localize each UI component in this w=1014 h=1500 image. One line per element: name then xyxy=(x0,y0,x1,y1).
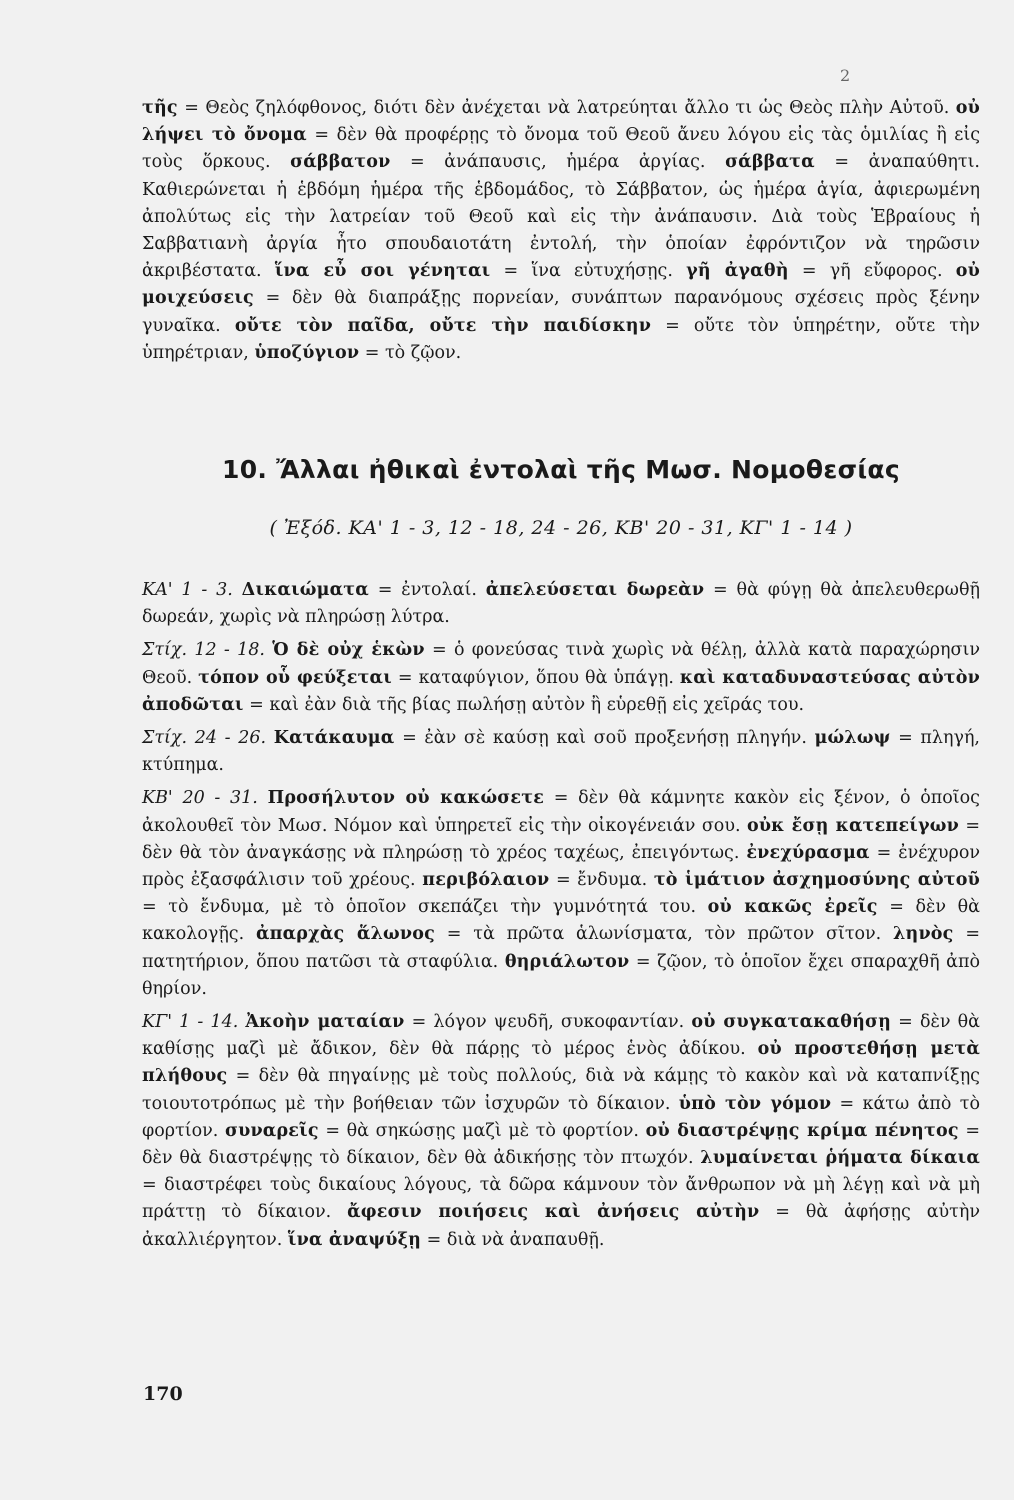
gloss: = λόγον ψευδῆ, συκοφαντίαν. xyxy=(404,1012,692,1033)
commentary-paragraph-3 xyxy=(142,725,980,779)
gloss: = ἔνδυμα. xyxy=(549,870,654,891)
term: οὐκ ἔσῃ κατεπείγων xyxy=(746,815,959,836)
gloss: = ἀνάπαυσις, ἡμέρα ἀργίας. xyxy=(390,152,726,173)
term: Ἀκοὴν ματαίαν xyxy=(245,1012,405,1033)
gloss: = τὸ ἔνδυμα, μὲ τὸ ὁποῖον σκεπάζει τὴν γυμνότητά του. xyxy=(142,897,708,918)
commentary-paragraph-4 xyxy=(142,785,980,1003)
term: οὐ μοιχεύσεις xyxy=(142,261,981,309)
verse-reference: ΚΓ' 1 - 14. xyxy=(142,1012,239,1033)
term: καὶ καταδυναστεύσας αὐτὸν ἀποδῶται xyxy=(142,667,980,715)
term: μώλωψ xyxy=(814,728,891,749)
term: οὐ κακῶς ἐρεῖς xyxy=(707,897,878,918)
term: ἄφεσιν ποιήσεις καὶ ἀνήσεις αὐτὴν xyxy=(347,1202,760,1223)
verse-reference: Στίχ. 12 - 18. xyxy=(142,640,265,661)
term: τὸ ἱμάτιον ἀσχημοσύνης αὐτοῦ xyxy=(653,870,980,891)
term: σάββατα xyxy=(725,152,815,173)
commentary-paragraph-1 xyxy=(142,577,980,631)
gloss: = καὶ ἐὰν διὰ τῆς βίας πωλήσῃ αὐτὸν ἢ εὑρεθῇ εἰς χεῖράς του. xyxy=(243,694,805,715)
term: ἀπελεύσεται δωρεὰν xyxy=(485,580,705,600)
term: ὑποζύγιον xyxy=(254,342,360,363)
gloss: = Θεὸς ζηλόφθονος, διότι δὲν ἀνέχεται νὰ λατρεύηται ἄλλο τι ὡς Θεὸς πλὴν Αὐτοῦ. xyxy=(177,98,956,118)
gloss: = δὲν θὰ προφέρῃς τὸ ὄνομα τοῦ Θεοῦ ἄνευ λόγου εἰς τὰς ὁμιλίας ἢ εἰς τοὺς ὅρκους. xyxy=(142,125,980,173)
gloss: = πληγή, κτύπημα. xyxy=(142,728,980,776)
corner-mark: 2 xyxy=(840,66,851,85)
gloss: = ἐντολαί. xyxy=(368,580,486,600)
gloss: = καταφύγιον, ὅπου θὰ ὑπάγῃ. xyxy=(391,667,680,688)
term: οὐ διαστρέψῃς κρίμα πένητος xyxy=(645,1120,959,1141)
section-number: 10. xyxy=(222,455,268,484)
gloss: = δὲν θὰ πηγαίνῃς μὲ τοὺς πολλούς, διὰ νὰ κάμῃς τὸ κακὸν καὶ νὰ καταπνίξῃς τοιουτοτρόπως μὲ τὴν βοήθειαν τῶν ἰσχυρῶν τὸ δίκαιον. xyxy=(142,1066,980,1114)
gloss: = γῆ εὔφορος. xyxy=(788,261,956,282)
term: ὑπὸ τὸν γόμον xyxy=(678,1093,832,1114)
gloss: = διὰ νὰ ἀναπαυθῇ. xyxy=(421,1229,605,1250)
term: περιβόλαιον xyxy=(422,870,550,891)
gloss: = ὁ φονεύσας τινὰ χωρὶς νὰ θέλῃ, ἀλλὰ κατὰ παραχώρησιν Θεοῦ. xyxy=(142,640,980,688)
commentary-paragraph-2 xyxy=(142,637,980,719)
term: ἐνεχύρασμα xyxy=(746,842,870,863)
gloss: = οὔτε τὸν ὑπηρέτην, οὔτε τὴν ὑπηρέτριαν, xyxy=(142,315,981,363)
commentary-paragraph-5 xyxy=(142,1009,980,1254)
term: ἀπαρχὰς ἅλωνος xyxy=(255,924,435,945)
gloss: = δὲν θὰ τὸν ἀναγκάσῃς νὰ πληρώσῃ τὸ χρέος ταχέως, ἐπειγόντως. xyxy=(142,815,980,863)
term: σάββατον xyxy=(290,152,391,173)
term: Κατάκαυμα xyxy=(273,728,395,749)
section-heading xyxy=(142,455,980,484)
gloss: = ζῷον, τὸ ὁποῖον ἔχει σπαραχθῆ ἀπὸ θηρίον. xyxy=(142,951,980,999)
term: ληνὸς xyxy=(893,924,954,945)
term: θηριάλωτον xyxy=(504,951,630,972)
gloss: = θὰ ἀφήσῃς αὐτὴν ἀκαλλιέργητον. xyxy=(142,1202,980,1250)
gloss: = πατητήριον, ὅπου πατῶσι τὰ σταφύλια. xyxy=(142,924,980,972)
commentary-body xyxy=(142,577,980,1254)
term: τόπον οὗ φεύξεται xyxy=(198,667,392,688)
gloss: = δὲν θὰ κακολογῇς. xyxy=(142,897,980,945)
gloss: = διαστρέφει τοὺς δικαίους λόγους, τὰ δῶρα κάμνουν τὸν ἄνθρωπον νὰ μὴ λέγῃ καὶ νὰ μὴ πράττῃ τὸ δίκαιον. xyxy=(142,1175,980,1223)
gloss: = δὲν θὰ κάμνητε κακὸν εἰς ξένον, ὁ ὁποῖος ἀκολουθεῖ τὸν Μωσ. Νόμον καὶ ὑπηρετεῖ εἰς τὴν οἰκογένειάν σου. xyxy=(142,788,980,836)
term: οὐ συγκατακαθήσῃ xyxy=(691,1012,892,1033)
term: οὔτε τὸν παῖδα, οὔτε τὴν παιδίσκην xyxy=(234,315,652,336)
term: Δικαιώματα xyxy=(241,580,369,600)
term: ἵνα ἀναψύξῃ xyxy=(287,1229,422,1250)
gloss: = δὲν θὰ διαπράξῃς πορνείαν, συνάπτων παρανόμους σχέσεις πρὸς ξένην γυναῖκα. xyxy=(142,288,980,336)
verse-reference: Στίχ. 24 - 26. xyxy=(142,728,267,749)
term: γῆ ἀγαθὴ xyxy=(686,261,789,282)
gloss: = θὰ φύγῃ θὰ ἀπελευθερωθῇ δωρεάν, χωρὶς νὰ πληρώσῃ λύτρα. xyxy=(142,580,980,628)
verse-reference: ΚΒ' 20 - 31. xyxy=(142,788,258,809)
term: οὐ λήψει τὸ ὄνομα xyxy=(142,98,980,146)
section-sources: ( Ἐξόδ. ΚΑ' 1 - 3, 12 - 18, 24 - 26, ΚΒ' 20 - 31, ΚΓ' 1 - 14 ) xyxy=(269,517,853,539)
term: λυμαίνεται ῥήματα δίκαια xyxy=(700,1148,980,1169)
page-number: 170 xyxy=(143,1383,183,1405)
gloss: = κάτω ἀπὸ τὸ φορτίον. xyxy=(142,1093,980,1141)
gloss: = ἵνα εὐτυχήσῃς. xyxy=(490,261,687,282)
term: οὐ προστεθήσῃ μετὰ πλήθους xyxy=(142,1039,980,1087)
gloss: = τὸ ζῷον. xyxy=(359,342,462,363)
gloss: = τὰ πρῶτα ἁλωνίσματα, τὸν πρῶτον σῖτον. xyxy=(435,924,894,945)
gloss: = ἐὰν σὲ καύσῃ καὶ σοῦ προξενήσῃ πληγήν. xyxy=(394,728,815,749)
term: τῆς xyxy=(142,98,178,118)
term: ἵνα εὖ σοι γένηται xyxy=(274,261,491,282)
gloss: = ἀναπαύθητι. Καθιερώνεται ἡ ἑβδόμη ἡμέρα τῆς ἑβδομάδος, τὸ Σάββατον, ὡς ἡμέρα ἁγία, ἀφιερωμένη ἀπολύτως εἰς τὴν λατρείαν τοῦ Θεοῦ καὶ εἰς τὴν ἀνάπαυσιν. Διὰ τοὺς Ἑβραίους ἡ Σαββατιανὴ ἀργία ἦτο σπουδαιοτάτη ἐντολή, τὴν ὁποίαν ἐφρόντιζον νὰ τηρῶσιν ἀκριβέστατα. xyxy=(142,152,980,282)
gloss: = δὲν θὰ καθίσῃς μαζὶ μὲ ἄδικον, δὲν θὰ πάρῃς τὸ μέρος ἑνὸς ἀδίκου. xyxy=(142,1012,980,1060)
verse-reference: ΚΑ' 1 - 3. xyxy=(142,580,233,600)
term: Προσήλυτον οὐ κακώσετε xyxy=(267,788,545,809)
gloss: = θὰ σηκώσῃς μαζὶ μὲ τὸ φορτίον. xyxy=(318,1120,646,1141)
term: Ὁ δὲ οὐχ ἑκὼν xyxy=(272,640,425,661)
gloss: = δὲν θὰ διαστρέψῃς τὸ δίκαιον, δὲν θὰ ἀδικήσῃς τὸν πτωχόν. xyxy=(142,1120,980,1169)
gloss: = ἐνέχυρον πρὸς ἐξασφάλισιν τοῦ χρέους. xyxy=(142,842,980,891)
term: συναρεῖς xyxy=(225,1120,319,1141)
section-title: Ἄλλαι ἠθικαὶ ἐντολαὶ τῆς Μωσ. Νομοθεσίας xyxy=(276,455,900,484)
intro-paragraph xyxy=(142,95,980,367)
